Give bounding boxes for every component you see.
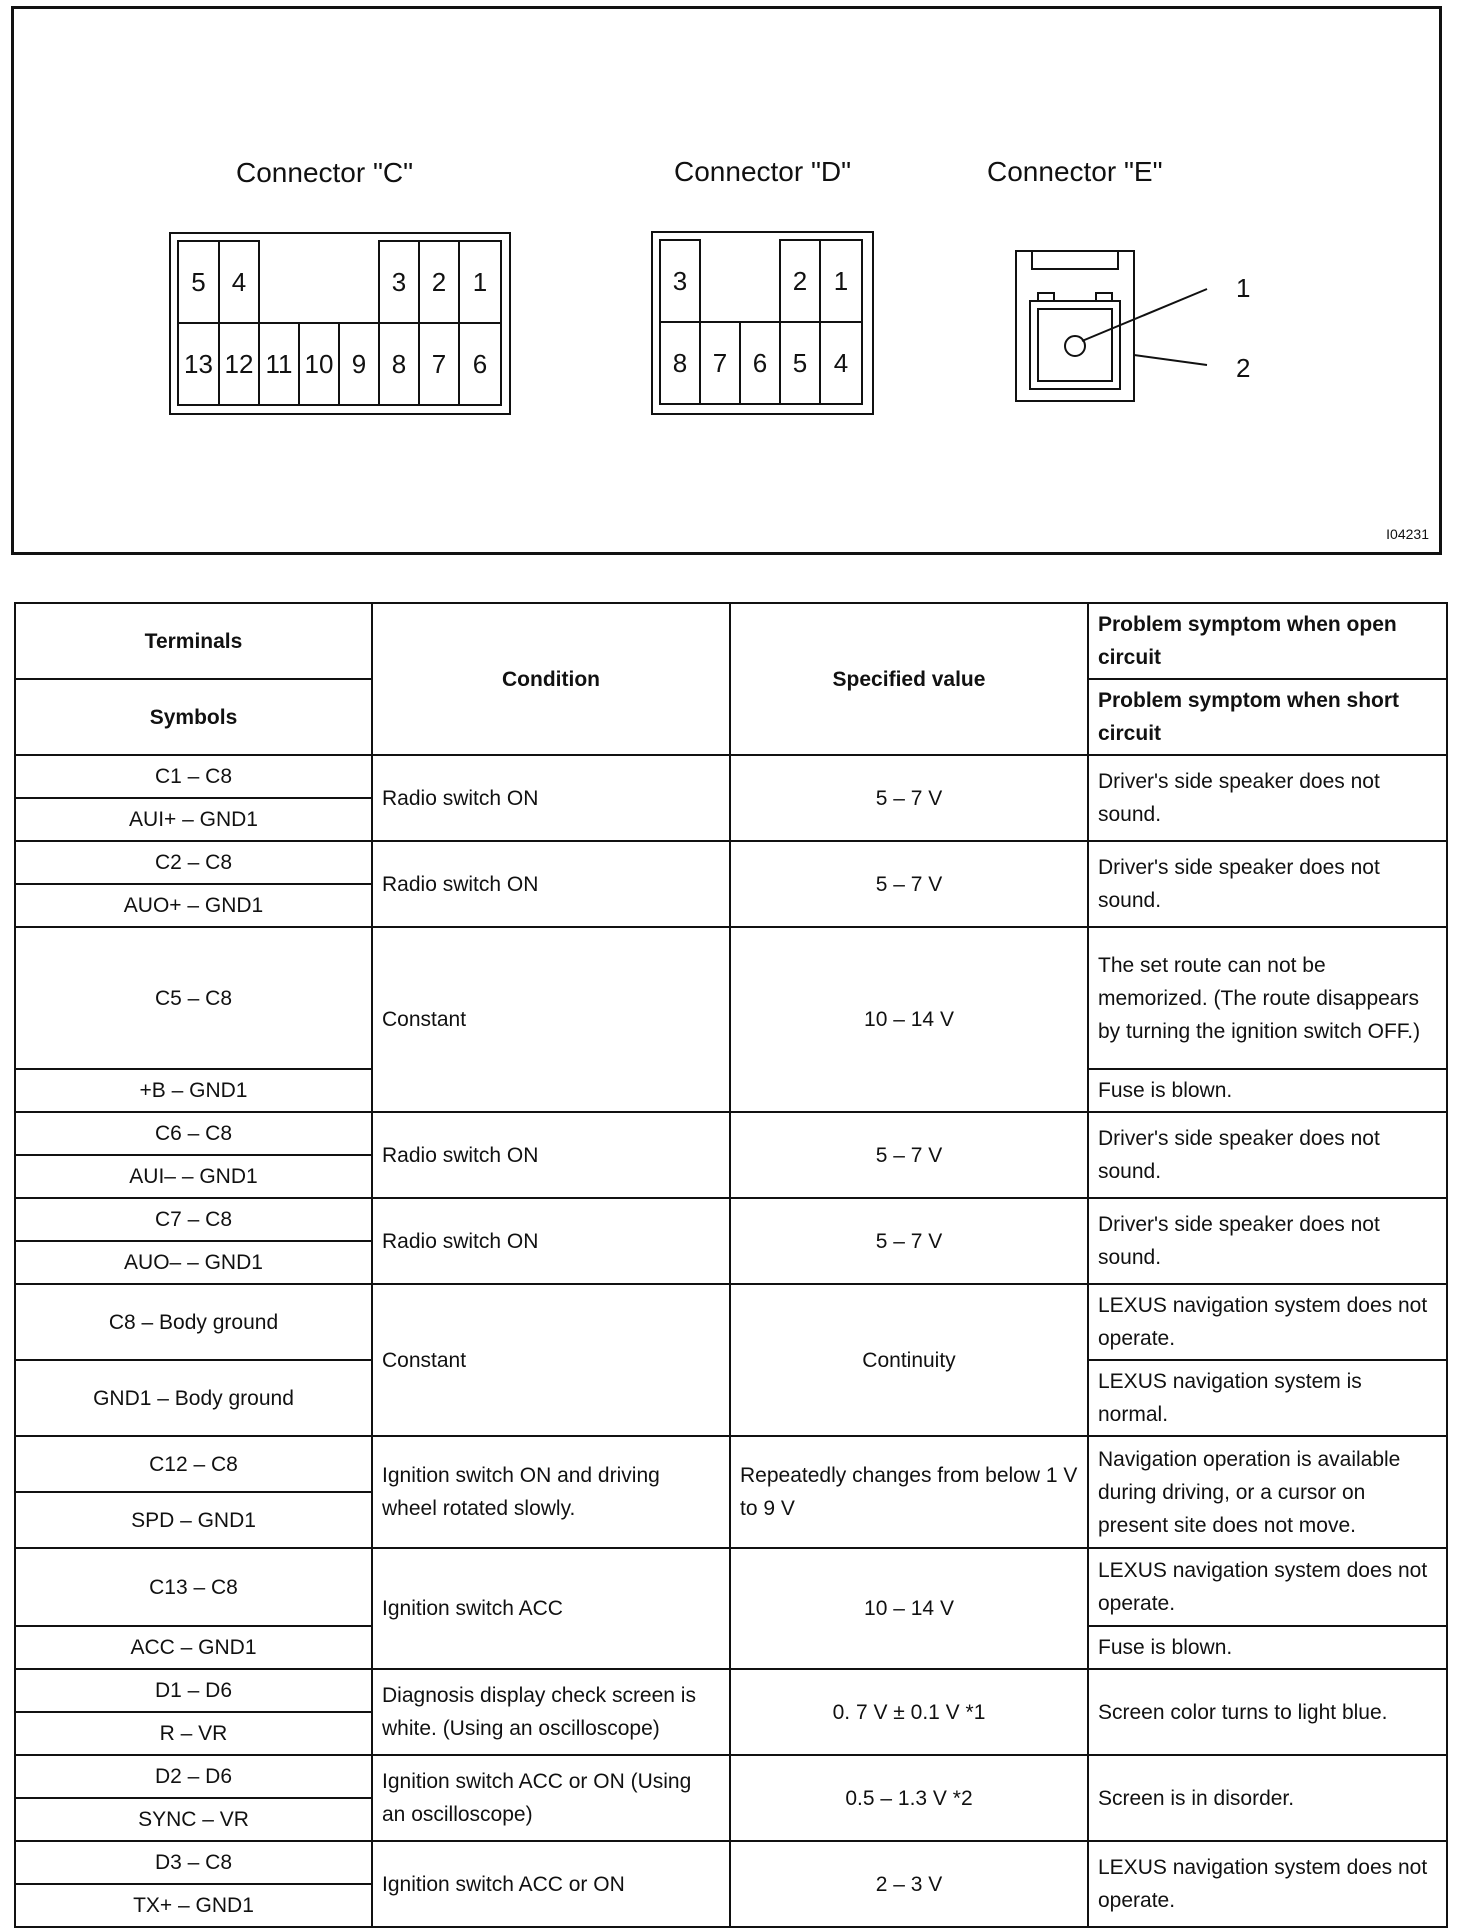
terminal-cell: D1 – D6 xyxy=(15,1669,372,1712)
symptom-cell: LEXUS navigation system does not operate. xyxy=(1088,1548,1447,1626)
header-short-circuit: Problem symptom when short circuit xyxy=(1088,679,1447,755)
connector-c-title: Connector "C" xyxy=(236,157,414,188)
value-cell: 5 – 7 V xyxy=(730,755,1088,841)
symptom-cell-short: Fuse is blown. xyxy=(1088,1069,1447,1112)
connector-e-callout-2: 2 xyxy=(1236,353,1251,383)
connector-c-pin: 1 xyxy=(458,240,502,324)
connector-d-pin: 5 xyxy=(779,321,821,405)
connector-c-pin: 5 xyxy=(177,240,220,324)
symbol-cell: R – VR xyxy=(15,1712,372,1755)
header-condition: Condition xyxy=(372,603,730,755)
value-cell: 0. 7 V ± 0.1 V *1 xyxy=(730,1669,1088,1755)
condition-cell: Diagnosis display check screen is white. (Using an oscilloscope) xyxy=(372,1669,730,1755)
terminal-cell: C13 – C8 xyxy=(15,1548,372,1626)
symbol-cell: +B – GND1 xyxy=(15,1069,372,1112)
connector-d-title: Connector "D" xyxy=(674,156,852,187)
terminal-cell: C5 – C8 xyxy=(15,927,372,1069)
connector-c-pin: 3 xyxy=(378,240,420,324)
value-cell: 2 – 3 V xyxy=(730,1841,1088,1927)
connector-d-pin: 4 xyxy=(819,321,863,405)
value-cell: 5 – 7 V xyxy=(730,1198,1088,1284)
terminal-cell: C7 – C8 xyxy=(15,1198,372,1241)
connector-e-drawing xyxy=(1014,249,1274,419)
symbol-cell: SYNC – VR xyxy=(15,1798,372,1841)
connector-c-pin: 10 xyxy=(298,322,340,406)
symptom-cell: LEXUS navigation system does not operate. xyxy=(1088,1841,1447,1927)
condition-cell: Radio switch ON xyxy=(372,755,730,841)
condition-cell: Radio switch ON xyxy=(372,1112,730,1198)
terminal-cell: C8 – Body ground xyxy=(15,1284,372,1360)
symbol-cell: AUO+ – GND1 xyxy=(15,884,372,927)
condition-cell: Constant xyxy=(372,1284,730,1436)
connector-c-pin: 2 xyxy=(418,240,460,324)
terminal-cell: D3 – C8 xyxy=(15,1841,372,1884)
terminal-cell: C1 – C8 xyxy=(15,755,372,798)
value-cell: Repeatedly changes from below 1 V to 9 V xyxy=(730,1436,1088,1548)
symptom-cell: Screen is in disorder. xyxy=(1088,1755,1447,1841)
connector-d-pin: 1 xyxy=(819,239,863,323)
connector-c-pin: 7 xyxy=(418,322,460,406)
symptom-cell: Driver's side speaker does not sound. xyxy=(1088,841,1447,927)
connector-e-title: Connector "E" xyxy=(987,156,1163,187)
symptom-cell: The set route can not be memorized. (The route disappears by turning the ignition switch OFF.) xyxy=(1088,927,1447,1069)
connector-d-pin: 2 xyxy=(779,239,821,323)
symptom-cell: Navigation operation is available during driving, or a cursor on present site does not move. xyxy=(1088,1436,1447,1548)
symptom-cell: Driver's side speaker does not sound. xyxy=(1088,1112,1447,1198)
connector-e-callout-1: 1 xyxy=(1236,273,1251,303)
terminal-cell: C12 – C8 xyxy=(15,1436,372,1492)
condition-cell: Radio switch ON xyxy=(372,841,730,927)
value-cell: 10 – 14 V xyxy=(730,927,1088,1112)
value-cell: 10 – 14 V xyxy=(730,1548,1088,1669)
symbol-cell: AUI– – GND1 xyxy=(15,1155,372,1198)
symbol-cell: TX+ – GND1 xyxy=(15,1884,372,1927)
connector-c-pin: 11 xyxy=(258,322,300,406)
value-cell: 5 – 7 V xyxy=(730,1112,1088,1198)
header-open-circuit: Problem symptom when open circuit xyxy=(1088,603,1447,679)
connector-d-pin: 7 xyxy=(699,321,741,405)
condition-cell: Ignition switch ACC or ON (Using an oscilloscope) xyxy=(372,1755,730,1841)
connector-c-pin: 6 xyxy=(458,322,502,406)
connector-c-pin: 8 xyxy=(378,322,420,406)
value-cell: Continuity xyxy=(730,1284,1088,1436)
symbol-cell: AUI+ – GND1 xyxy=(15,798,372,841)
symbol-cell: ACC – GND1 xyxy=(15,1626,372,1669)
header-specified-value: Specified value xyxy=(730,603,1088,755)
connector-figure xyxy=(11,6,1442,555)
figure-id: I04231 xyxy=(1386,526,1429,542)
connector-d-pin: 8 xyxy=(659,321,701,405)
condition-cell: Constant xyxy=(372,927,730,1112)
terminal-cell: C2 – C8 xyxy=(15,841,372,884)
symptom-cell: LEXUS navigation system does not operate. xyxy=(1088,1284,1447,1360)
symbol-cell: SPD – GND1 xyxy=(15,1492,372,1548)
connector-c-pin: 4 xyxy=(218,240,260,324)
symptom-cell-short: Fuse is blown. xyxy=(1088,1626,1447,1669)
symptom-cell: Driver's side speaker does not sound. xyxy=(1088,1198,1447,1284)
terminal-cell: D2 – D6 xyxy=(15,1755,372,1798)
connector-c-pin: 13 xyxy=(177,322,220,406)
value-cell: 0.5 – 1.3 V *2 xyxy=(730,1755,1088,1841)
connector-c-pin: 12 xyxy=(218,322,260,406)
symbol-cell: AUO– – GND1 xyxy=(15,1241,372,1284)
condition-cell: Ignition switch ACC xyxy=(372,1548,730,1669)
header-symbols: Symbols xyxy=(15,679,372,755)
value-cell: 5 – 7 V xyxy=(730,841,1088,927)
condition-cell: Ignition switch ACC or ON xyxy=(372,1841,730,1927)
terminal-cell: C6 – C8 xyxy=(15,1112,372,1155)
connector-d-pin: 3 xyxy=(659,239,701,323)
connector-c-pin: 9 xyxy=(338,322,380,406)
symptom-cell: Screen color turns to light blue. xyxy=(1088,1669,1447,1755)
terminal-spec-table xyxy=(14,602,1448,1928)
connector-d-pin: 6 xyxy=(739,321,781,405)
header-terminals: Terminals xyxy=(15,603,372,679)
condition-cell: Ignition switch ON and driving wheel rotated slowly. xyxy=(372,1436,730,1548)
condition-cell: Radio switch ON xyxy=(372,1198,730,1284)
symptom-cell: Driver's side speaker does not sound. xyxy=(1088,755,1447,841)
symbol-cell: GND1 – Body ground xyxy=(15,1360,372,1436)
symptom-cell-short: LEXUS navigation system is normal. xyxy=(1088,1360,1447,1436)
